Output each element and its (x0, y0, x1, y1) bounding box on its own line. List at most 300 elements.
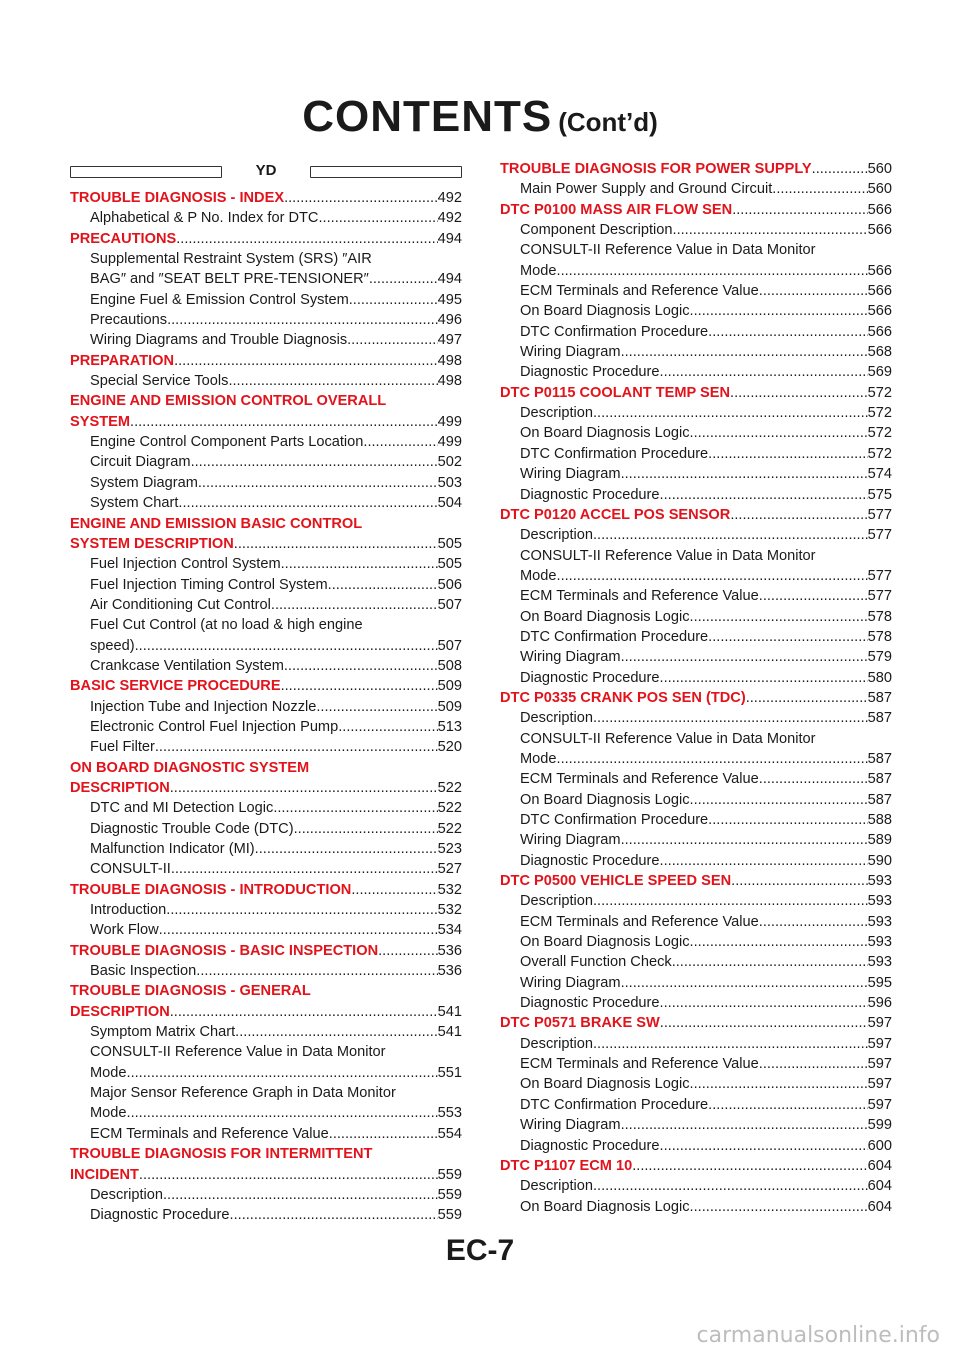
toc-entry[interactable] (70, 208, 462, 228)
toc-entry[interactable] (500, 932, 892, 952)
toc-page-number: 559 (437, 1186, 462, 1203)
dot-leader (593, 525, 868, 545)
dot-leader (621, 830, 868, 850)
toc-entry[interactable] (500, 769, 892, 789)
toc-entry-line[interactable]: CONSULT-II Reference Value in Data Monitor (520, 730, 816, 747)
toc-page-number: 588 (867, 812, 892, 828)
toc-entry[interactable] (70, 1103, 462, 1123)
toc-entry-title: DTC Confirmation Procedure (520, 323, 709, 340)
toc-entry[interactable] (70, 636, 462, 656)
toc-entry-title: Diagnostic Procedure (520, 669, 660, 686)
dot-leader (174, 351, 438, 371)
toc-page-number: 559 (437, 1166, 462, 1183)
dot-leader (632, 1156, 867, 1176)
dot-leader (660, 362, 868, 382)
toc-entry-title: Mode (90, 1105, 127, 1122)
toc-page-number: 566 (867, 222, 892, 239)
toc-entry-title: Circuit Diagram (90, 454, 191, 471)
toc-entry[interactable] (70, 269, 462, 289)
toc-entry[interactable] (500, 749, 892, 769)
dot-leader (708, 444, 867, 464)
dot-leader (167, 310, 438, 330)
dot-leader (759, 1054, 868, 1074)
toc-entry[interactable] (500, 1115, 892, 1135)
dot-leader (166, 900, 437, 920)
toc-entry[interactable] (500, 1074, 892, 1094)
toc-entry-title: Description (520, 710, 593, 727)
dot-leader (159, 920, 438, 940)
toc-entry-title: Diagnostic Procedure (520, 364, 660, 381)
toc-entry[interactable] (70, 961, 462, 981)
toc-entry-title: Main Power Supply and Ground Circuit (520, 181, 773, 198)
toc-entry[interactable] (70, 330, 462, 350)
toc-entry[interactable] (70, 798, 462, 818)
toc-entry-title: Malfunction Indicator (MI) (90, 841, 255, 857)
dot-leader (673, 220, 868, 240)
watermark: carmanualsonline.info (696, 1323, 940, 1348)
dot-leader (621, 973, 868, 993)
toc-entry-title: System Chart (90, 495, 179, 512)
toc-entry[interactable] (500, 810, 892, 830)
dot-leader (708, 1095, 867, 1115)
toc-entry[interactable] (500, 464, 892, 484)
dot-leader (176, 229, 437, 249)
toc-page-number: 554 (437, 1125, 462, 1142)
toc-entry[interactable] (70, 819, 462, 839)
dot-leader (672, 952, 868, 972)
toc-entry-title: ECM Terminals and Reference Value (90, 1125, 329, 1142)
toc-page-number: 507 (437, 596, 462, 613)
toc-page-number: 566 (867, 323, 892, 340)
toc-entry[interactable] (500, 525, 892, 545)
toc-page-number: 577 (867, 588, 892, 605)
toc-entry-title: Air Conditioning Cut Control (90, 596, 271, 613)
toc-page-number: 568 (867, 344, 892, 361)
toc-page-number: 492 (437, 190, 462, 206)
toc-entry[interactable] (500, 627, 892, 647)
toc-entry-title: DTC P0335 CRANK POS SEN (TDC) (500, 689, 746, 706)
toc-entry-title: Fuel Injection Timing Control System (90, 576, 328, 593)
toc-entry-title: PRECAUTIONS (70, 230, 177, 247)
toc-entry[interactable] (70, 473, 462, 493)
toc-entry-title: Crankcase Ventilation System (90, 657, 284, 674)
toc-page-number: 536 (437, 942, 462, 959)
toc-page-number: 492 (437, 210, 462, 227)
dot-leader (593, 1034, 868, 1054)
toc-entry-title: Mode (520, 750, 557, 767)
toc-entry[interactable] (500, 342, 892, 362)
toc-entry[interactable] (500, 485, 892, 505)
toc-entry-title: DTC Confirmation Procedure (520, 812, 709, 828)
toc-heading[interactable] (500, 200, 892, 220)
toc-page-number: 551 (437, 1064, 462, 1081)
toc-page-number: 578 (867, 628, 892, 645)
dot-leader (621, 464, 868, 484)
toc-heading-line[interactable]: ENGINE AND EMISSION BASIC CONTROL (70, 515, 363, 532)
toc-heading[interactable] (70, 1002, 462, 1022)
toc-entry-title: INCIDENT (70, 1166, 139, 1183)
toc-entry-title: TROUBLE DIAGNOSIS - BASIC INSPECTION (70, 942, 379, 959)
dot-leader (708, 810, 867, 830)
dot-leader (318, 208, 437, 228)
toc-entry[interactable] (70, 717, 462, 737)
toc-heading[interactable] (500, 1013, 892, 1033)
toc-entry[interactable] (500, 993, 892, 1013)
toc-entry-title: On Board Diagnosis Logic (520, 1198, 690, 1215)
toc-entry[interactable] (500, 891, 892, 911)
toc-page-number: 596 (867, 995, 892, 1012)
toc-entry[interactable] (70, 697, 462, 717)
toc-page-number: 504 (437, 495, 462, 512)
dot-leader (690, 790, 868, 810)
dot-leader (316, 697, 437, 717)
toc-entry-title: Diagnostic Procedure (520, 1137, 660, 1154)
dot-leader (170, 778, 438, 798)
toc-entry[interactable] (70, 493, 462, 513)
toc-page-number: 572 (867, 384, 892, 401)
dot-leader (273, 798, 437, 818)
toc-entry-title: DTC P0571 BRAKE SW (500, 1015, 660, 1032)
toc-entry[interactable] (500, 322, 892, 342)
dot-leader (178, 493, 437, 513)
toc-entry[interactable] (500, 220, 892, 240)
dot-leader (127, 1103, 438, 1123)
dot-leader (294, 819, 438, 839)
dot-leader (730, 505, 867, 525)
toc-entry-title: On Board Diagnosis Logic (520, 425, 690, 442)
toc-heading[interactable] (500, 1156, 892, 1176)
dot-leader (660, 485, 868, 505)
toc-page-number: 536 (437, 963, 462, 980)
toc-page-number: 604 (867, 1198, 892, 1215)
toc-page-number: 522 (437, 800, 462, 817)
toc-entry[interactable] (70, 839, 462, 859)
toc-entry[interactable] (500, 423, 892, 443)
toc-page-number: 532 (437, 902, 462, 919)
dot-leader (730, 383, 868, 403)
toc-entry[interactable] (70, 290, 462, 310)
toc-page-number: 532 (437, 881, 462, 898)
toc-entry[interactable] (500, 586, 892, 606)
dot-leader (349, 290, 438, 310)
toc-entry[interactable] (500, 566, 892, 586)
toc-entry[interactable] (500, 1197, 892, 1217)
toc-entry-title: Fuel Filter (90, 739, 155, 756)
dot-leader (338, 717, 437, 737)
dot-leader (690, 607, 868, 627)
dot-leader (196, 961, 437, 981)
toc-page-number: 560 (867, 161, 892, 177)
toc-entry-title: Engine Control Component Parts Location (90, 434, 364, 451)
toc-heading[interactable] (500, 688, 892, 708)
dot-leader (228, 371, 437, 391)
toc-heading[interactable] (70, 676, 462, 696)
dot-leader (378, 941, 438, 961)
toc-heading[interactable] (70, 880, 462, 900)
toc-left-column (70, 188, 462, 1226)
toc-page-number: 509 (437, 698, 462, 715)
dot-leader (281, 676, 438, 696)
page-number: EC-7 (445, 1234, 515, 1267)
dot-leader (369, 269, 438, 289)
toc-page-number: 566 (867, 283, 892, 300)
toc-entry-title: SYSTEM DESCRIPTION (70, 535, 234, 552)
toc-heading-line[interactable]: ENGINE AND EMISSION CONTROL OVERALL (70, 393, 387, 410)
toc-entry[interactable] (500, 1095, 892, 1115)
toc-entry-title: Diagnostic Trouble Code (DTC) (90, 820, 294, 837)
toc-page-number: 502 (437, 454, 462, 471)
toc-entry-title: Special Service Tools (90, 373, 229, 390)
toc-entry-title: TROUBLE DIAGNOSIS - INDEX (70, 190, 285, 206)
toc-entry[interactable] (70, 920, 462, 940)
toc-page-number: 590 (867, 852, 892, 869)
dot-leader (812, 159, 868, 179)
toc-entry[interactable] (500, 403, 892, 423)
toc-entry-title: On Board Diagnosis Logic (520, 1076, 690, 1093)
dot-leader (621, 1115, 868, 1135)
toc-page-number: 509 (437, 678, 462, 695)
toc-page-number: 494 (437, 230, 462, 247)
toc-page-number: 577 (867, 527, 892, 544)
toc-entry[interactable] (500, 1034, 892, 1054)
toc-entry-title: On Board Diagnosis Logic (520, 791, 690, 808)
toc-entry[interactable] (500, 708, 892, 728)
toc-entry[interactable] (500, 301, 892, 321)
toc-page-number: 580 (867, 669, 892, 686)
toc-entry[interactable] (70, 371, 462, 391)
toc-page-number: 505 (437, 556, 462, 573)
toc-page-number: 541 (437, 1024, 462, 1041)
toc-entry[interactable] (500, 1176, 892, 1196)
toc-page-number: 587 (867, 689, 892, 706)
toc-entry[interactable] (70, 310, 462, 330)
toc-page-number: 577 (867, 567, 892, 584)
toc-entry[interactable] (70, 656, 462, 676)
toc-entry-title: DTC Confirmation Procedure (520, 628, 709, 645)
toc-entry-title: Mode (90, 1064, 127, 1081)
toc-entry[interactable] (500, 668, 892, 688)
toc-entry-title: On Board Diagnosis Logic (520, 608, 690, 625)
toc-page-number: 513 (437, 718, 462, 735)
toc-entry-title: Description (520, 893, 593, 910)
toc-heading[interactable] (500, 383, 892, 403)
toc-heading[interactable] (70, 534, 462, 554)
dot-leader (329, 1124, 438, 1144)
toc-heading[interactable] (500, 871, 892, 891)
toc-entry-line[interactable]: CONSULT-II Reference Value in Data Monitor (520, 547, 816, 564)
dot-leader (557, 566, 868, 586)
toc-heading[interactable] (70, 188, 462, 208)
toc-entry-title: Description (520, 1178, 593, 1195)
toc-entry-line[interactable]: Fuel Cut Control (at no load & high engine (90, 617, 363, 634)
toc-page-number: 522 (437, 820, 462, 837)
toc-entry[interactable] (500, 362, 892, 382)
toc-page-number: 587 (867, 710, 892, 727)
toc-entry-line[interactable]: Supplemental Restraint System (SRS) ″AIR (90, 251, 372, 268)
toc-entry-title: speed) (90, 637, 135, 654)
dot-leader (328, 575, 438, 595)
toc-entry-line[interactable]: CONSULT-II Reference Value in Data Monitor (520, 242, 816, 259)
toc-entry[interactable] (500, 444, 892, 464)
dot-leader (351, 880, 437, 900)
toc-entry[interactable] (70, 1185, 462, 1205)
toc-entry-title: Wiring Diagram (520, 466, 621, 483)
dot-leader (690, 1197, 868, 1217)
toc-entry-title: DESCRIPTION (70, 779, 170, 796)
toc-heading-line[interactable]: ON BOARD DIAGNOSTIC SYSTEM (70, 759, 310, 776)
toc-entry-title: DTC P0120 ACCEL POS SENSOR (500, 506, 731, 523)
toc-entry-line[interactable]: CONSULT-II Reference Value in Data Monitor (90, 1044, 386, 1061)
toc-entry-title: BAG″ and ″SEAT BELT PRE-TENSIONER″ (90, 271, 369, 288)
toc-page-number: 577 (867, 506, 892, 523)
toc-entry[interactable] (500, 973, 892, 993)
dot-leader (759, 912, 868, 932)
toc-entry-title: Mode (520, 567, 557, 584)
toc-entry-title: Wiring Diagram (520, 832, 621, 849)
toc-entry-title: DTC and MI Detection Logic (90, 800, 274, 817)
toc-page-number: 498 (437, 373, 462, 390)
dot-leader (230, 1205, 438, 1225)
toc-entry-title: Precautions (90, 312, 168, 329)
toc-entry[interactable] (70, 1124, 462, 1144)
toc-entry[interactable] (70, 1063, 462, 1083)
toc-page-number: 503 (437, 474, 462, 491)
toc-heading-line[interactable]: TROUBLE DIAGNOSIS - GENERAL (70, 983, 311, 1000)
dot-leader (198, 473, 438, 493)
dot-leader (660, 1136, 868, 1156)
toc-entry[interactable] (500, 607, 892, 627)
section-header (70, 162, 462, 180)
toc-entry-title: DTC P0500 VEHICLE SPEED SEN (500, 873, 732, 890)
toc-entry[interactable] (70, 859, 462, 879)
toc-entry[interactable] (70, 452, 462, 472)
toc-page-number: 575 (867, 486, 892, 503)
toc-page-number: 553 (437, 1105, 462, 1122)
toc-heading[interactable] (70, 1165, 462, 1185)
toc-entry[interactable] (70, 595, 462, 615)
toc-page-number: 569 (867, 364, 892, 381)
toc-heading[interactable] (500, 505, 892, 525)
toc-entry[interactable] (70, 554, 462, 574)
toc-entry[interactable] (70, 737, 462, 757)
dot-leader (284, 656, 438, 676)
toc-entry-title: Wiring Diagram (520, 1117, 621, 1134)
toc-page-number: 505 (437, 535, 462, 552)
dot-leader (593, 891, 868, 911)
toc-page-number: 495 (437, 291, 462, 308)
toc-entry-title: Diagnostic Procedure (520, 995, 660, 1012)
toc-page-number: 506 (437, 576, 462, 593)
dot-leader (255, 839, 438, 859)
toc-page-number: 496 (437, 312, 462, 329)
toc-page-number: 572 (867, 425, 892, 442)
toc-entry[interactable] (500, 261, 892, 281)
toc-entry-title: On Board Diagnosis Logic (520, 934, 690, 951)
dot-leader (127, 1063, 438, 1083)
toc-page-number: 534 (437, 922, 462, 939)
toc-heading[interactable] (70, 778, 462, 798)
toc-page-number: 597 (867, 1035, 892, 1052)
toc-entry[interactable] (500, 179, 892, 199)
dot-leader (191, 452, 438, 472)
dot-leader (759, 769, 868, 789)
toc-entry-title: Component Description (520, 222, 673, 239)
toc-heading[interactable] (500, 159, 892, 179)
dot-leader (690, 932, 868, 952)
toc-entry[interactable] (500, 790, 892, 810)
toc-page-number: 499 (437, 413, 462, 430)
toc-page-number: 499 (437, 434, 462, 451)
toc-entry-title: Wiring Diagrams and Trouble Diagnosis (90, 332, 348, 349)
toc-heading-line[interactable]: TROUBLE DIAGNOSIS FOR INTERMITTENT (70, 1146, 373, 1163)
toc-entry[interactable] (70, 432, 462, 452)
toc-page-number: 595 (867, 974, 892, 991)
dot-leader (660, 1013, 868, 1033)
toc-entry-title: System Diagram (90, 474, 198, 491)
toc-entry-title: Injection Tube and Injection Nozzle (90, 698, 317, 715)
toc-entry[interactable] (70, 575, 462, 595)
toc-entry-title: Alphabetical & P No. Index for DTC (90, 210, 319, 227)
toc-entry[interactable] (500, 647, 892, 667)
toc-page-number: 593 (867, 873, 892, 890)
toc-entry[interactable] (500, 851, 892, 871)
toc-heading[interactable] (70, 941, 462, 961)
toc-entry-line[interactable]: Major Sensor Reference Graph in Data Monitor (90, 1085, 396, 1102)
toc-heading[interactable] (70, 351, 462, 371)
toc-entry[interactable] (500, 281, 892, 301)
toc-page-number: 566 (867, 303, 892, 320)
toc-entry[interactable] (70, 1205, 462, 1225)
toc-entry-title: Diagnostic Procedure (520, 852, 660, 869)
dot-leader (593, 708, 868, 728)
page-title-sub: (Cont’d) (558, 107, 658, 137)
dot-leader (271, 595, 438, 615)
toc-entry-title: CONSULT-II (90, 861, 171, 878)
toc-entry-title: ECM Terminals and Reference Value (520, 283, 759, 300)
toc-page-number: 587 (867, 791, 892, 808)
toc-heading[interactable] (70, 229, 462, 249)
toc-entry-title: DESCRIPTION (70, 1003, 170, 1020)
toc-page-number: 593 (867, 913, 892, 930)
toc-entry[interactable] (500, 830, 892, 850)
toc-page-number: 572 (867, 445, 892, 462)
toc-entry[interactable] (70, 900, 462, 920)
toc-page-number: 597 (867, 1076, 892, 1093)
toc-entry-title: TROUBLE DIAGNOSIS - INTRODUCTION (70, 881, 352, 898)
toc-entry[interactable] (500, 1054, 892, 1074)
dot-leader (284, 188, 438, 208)
page-title (0, 92, 960, 142)
toc-page-number: 587 (867, 750, 892, 767)
toc-entry[interactable] (500, 912, 892, 932)
dot-leader (593, 1176, 868, 1196)
toc-entry[interactable] (500, 1136, 892, 1156)
toc-entry[interactable] (500, 952, 892, 972)
toc-page-number: 560 (867, 181, 892, 198)
toc-entry-title: Introduction (90, 902, 167, 919)
section-header-label: YD (255, 162, 277, 179)
toc-entry-title: Description (90, 1186, 163, 1203)
toc-entry-title: BASIC SERVICE PROCEDURE (70, 678, 281, 695)
toc-page-number: 566 (867, 262, 892, 279)
toc-entry-title: ECM Terminals and Reference Value (520, 588, 759, 605)
dot-leader (746, 688, 868, 708)
toc-entry-title: Mode (520, 262, 557, 279)
toc-heading[interactable] (70, 412, 462, 432)
toc-page-number: 574 (867, 466, 892, 483)
toc-entry[interactable] (70, 1022, 462, 1042)
toc-entry-title: DTC Confirmation Procedure (520, 445, 709, 462)
